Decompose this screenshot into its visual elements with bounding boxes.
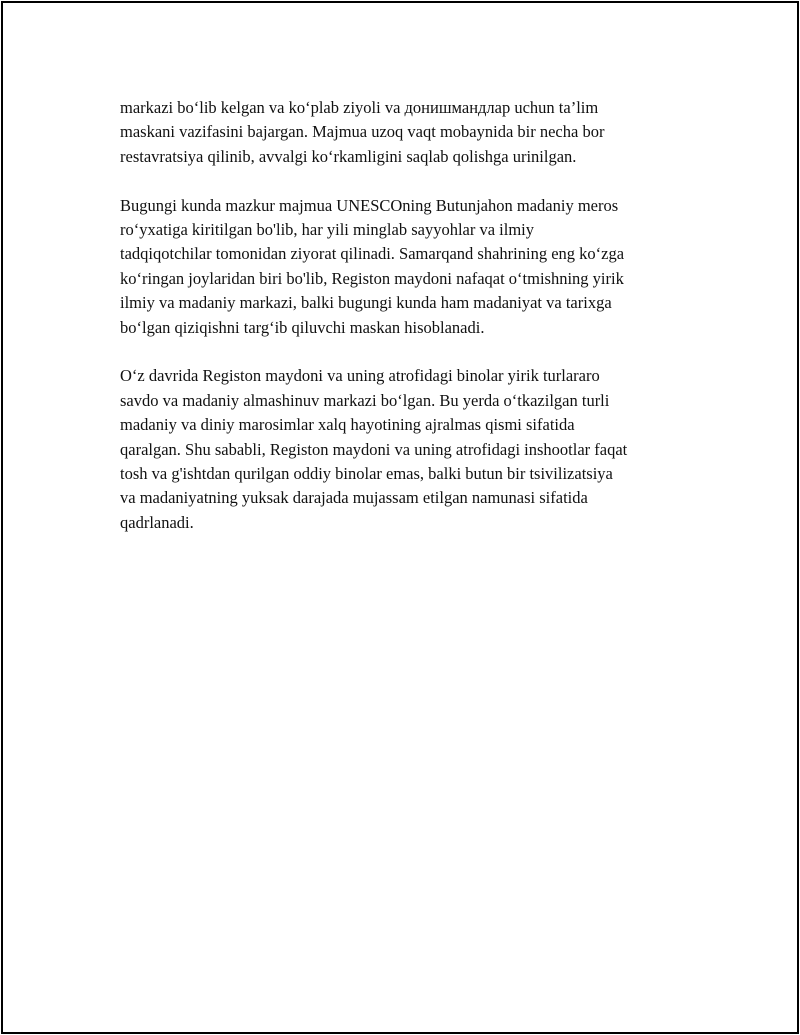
document-page: [1, 1, 799, 1034]
paragraph-3: O‘z davrida Registon maydoni va uning atrofidagi binolar yirik turlararo savdo va madaniy almashinuv markazi bo‘lgan. Bu yerda o‘tkazilgan turli madaniy va diniy marosimlar xalq hayotining ajralmas qismi sifatida qaralgan. Shu sababli, Registon maydoni va uning atrofidagi inshootlar faqat tosh va g'ishtdan qurilgan oddiy binolar emas, balki butun bir tsivilizatsiya va madaniyatning yuksak darajada mujassam etilgan namunasi sifatida qadrlanadi.: [120, 366, 628, 532]
paragraph-2: Bugungi kunda mazkur majmua UNESCOning Butunjahon madaniy meros ro‘yxatiga kiritilgan bo'lib, har yili minglab sayyohlar va ilmiy tadqiqotchilar tomonidan ziyorat qilinadi. Samarqand shahrining eng ko‘zga ko‘ringan joylaridan biri bo'lib, Registon maydoni nafaqat o‘tmishning yirik ilmiy va madaniy markazi, balki bugungi kunda ham madaniyat va tarixga bo‘lgan qiziqishni targ‘ib qiluvchi maskan hisoblanadi.: [120, 195, 625, 337]
paragraph-1: markazi bo‘lib kelgan va ko‘plab ziyoli va донишмандлар uchun ta’lim maskani vazifasini bajargan. Majmua uzoq vaqt mobaynida bir necha bor restavratsiya qilinib, avvalgi ko‘rkamligini saqlab qolishga urinilgan.: [120, 98, 605, 166]
document-body: [120, 96, 700, 560]
